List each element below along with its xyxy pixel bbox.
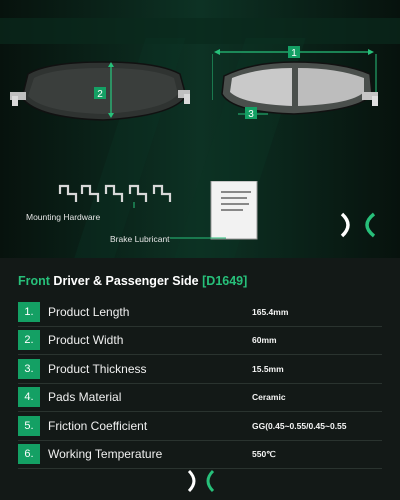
spec-value: 15.5mm xyxy=(252,363,284,374)
spec-name: Friction Coefficient xyxy=(48,418,148,433)
spec-row xyxy=(18,384,382,413)
spec-name: Product Length xyxy=(48,304,130,319)
spec-value: 60mm xyxy=(252,335,277,346)
spec-row xyxy=(18,298,382,327)
mounting-hardware-label: Mounting Hardware xyxy=(26,212,101,222)
spec-name: Working Temperature xyxy=(48,447,163,462)
brake-pad-friction-view xyxy=(212,44,394,126)
spec-row xyxy=(18,327,382,356)
spec-number: 6. xyxy=(18,444,40,464)
spec-heading xyxy=(18,274,247,288)
spec-row xyxy=(18,355,382,384)
spec-number: 3. xyxy=(18,359,40,379)
spec-row xyxy=(18,441,382,470)
spec-value: GG(0.45~0.55/0.45~0.55 xyxy=(252,420,347,431)
spec-number: 4. xyxy=(18,387,40,407)
spec-row xyxy=(18,412,382,441)
spec-name: Pads Material xyxy=(48,390,122,405)
width-marker: 2 xyxy=(97,89,103,100)
heading-front: Front xyxy=(18,274,50,288)
specification-panel xyxy=(0,258,400,500)
spec-name: Product Thickness xyxy=(48,361,147,376)
brake-pad-back-view xyxy=(8,52,194,132)
spec-number: 1. xyxy=(18,302,40,322)
spec-value: Ceramic xyxy=(252,392,286,403)
spec-value: 550℃ xyxy=(252,448,276,459)
spec-name: Product Width xyxy=(48,333,124,348)
spec-number: 5. xyxy=(18,416,40,436)
length-marker: 1 xyxy=(291,48,297,59)
heading-sides: Driver & Passenger Side xyxy=(53,274,199,288)
spec-list xyxy=(18,298,382,469)
spec-number: 2. xyxy=(18,330,40,350)
dc-logo-icon xyxy=(186,468,216,494)
heading-part-number: [D1649] xyxy=(202,274,248,288)
spec-value: 165.4mm xyxy=(252,306,289,317)
dc-logo-icon xyxy=(338,210,378,240)
background-band xyxy=(0,18,400,44)
thickness-marker: 3 xyxy=(248,109,254,120)
lubricant-pointer-line xyxy=(170,232,230,244)
mounting-hardware-icon xyxy=(56,180,186,208)
brake-lubricant-label: Brake Lubricant xyxy=(110,234,170,244)
